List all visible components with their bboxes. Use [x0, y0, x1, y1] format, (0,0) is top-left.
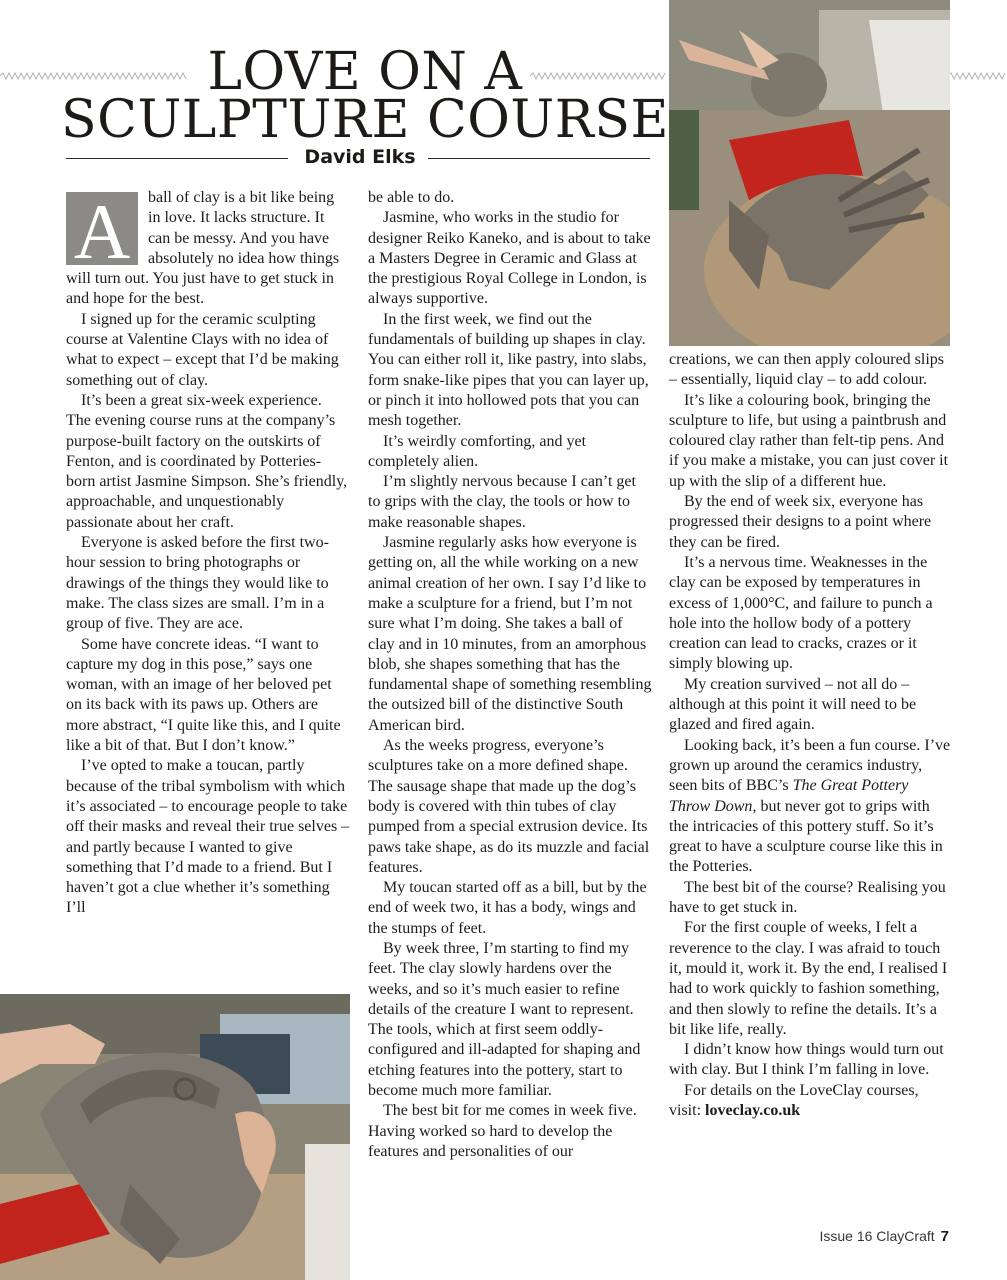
- article-column-2: [368, 188, 652, 1162]
- paragraph: ball of clay is a bit like being in love. It lacks structure. It can be messy. And you have absolutely no idea how things will turn out. You just have to get stuck in and hope for the best.: [66, 189, 340, 308]
- paragraph: be able to do.: [368, 189, 455, 206]
- paragraph: Everyone is asked before the first two-hour session to bring photographs or drawings of the things they would like to make. The class sizes are small. I’m in a group of five. They are ace.: [66, 534, 329, 633]
- article-column-1: [66, 188, 350, 919]
- paragraph: Jasmine, who works in the studio for designer Reiko Kaneko, and is about to take a Masters Degree in Ceramic and Glass at the prestigious Royal College in London, is always supportive.: [368, 209, 651, 308]
- paragraph: Jasmine regularly asks how everyone is getting on, all the while working on a new animal creation of her own. I say I’d like to make a sculpture for a friend, but I’m not sure what I’m doing. She takes a ball of clay and in 10 minutes, from an amorphous blob, she shapes something that has the fundamental shape of something resembling the outsized bill of the distinctive South American bird.: [368, 534, 652, 734]
- paragraph: The best bit of the course? Realising you have to get stuck in.: [669, 878, 946, 917]
- paragraph: By the end of week six, everyone has progressed their designs to a point where they can be fired.: [669, 493, 932, 551]
- photo-sculpting-toucan: [669, 0, 950, 346]
- author-rule-right: [428, 158, 650, 159]
- website-link[interactable]: loveclay.co.uk: [705, 1101, 801, 1119]
- paragraph-looking-back: Looking back, it’s been a fun course. I’ve grown up around the ceramics industry, seen bits of BBC’s The Great Pottery Throw Down, but never got to grips with the intricacies of this pottery stuff. So it’s great to have a sculpture course like this in the Potteries.: [669, 736, 951, 876]
- paragraph: The best bit for me comes in week five. Having worked so hard to develop the features and personalities of our: [368, 1102, 637, 1160]
- page-number: 7: [940, 1228, 949, 1245]
- article-column-3: [669, 350, 953, 1121]
- issue-label: Issue 16 ClayCraft: [819, 1228, 935, 1244]
- paragraph: I signed up for the ceramic sculpting course at Valentine Clays with no idea of what to expect – except that I’d be making something out of clay.: [66, 310, 339, 389]
- paragraph: I didn’t know how things would turn out with clay. But I think I’m falling in love.: [669, 1041, 944, 1079]
- author-byline: David Elks: [304, 146, 416, 168]
- paragraph-details: For details on the LoveClay courses, visit: loveclay.co.uk: [669, 1081, 919, 1119]
- author-rule-left: [66, 158, 288, 159]
- paragraph: It’s a nervous time. Weaknesses in the clay can be exposed by temperatures in excess of 1,000°C, and failure to punch a hole into the hollow body of a pottery creation can lead to cracks, crazes or it simply blowing up.: [669, 553, 933, 673]
- paragraph: As the weeks progress, everyone’s sculptures take on a more defined shape. The sausage shape that made up the dog’s body is covered with thin tubes of clay pumped from a special extrusion device. Its paws take shape, as do its muzzle and facial features.: [368, 737, 650, 876]
- paragraph: Some have concrete ideas. “I want to capture my dog in this pose,” says one woman, with an image of her beloved pet on its back with its paws up. Others are more abstract, “I quite like this, and I quite like a bit of that. But I don’t know.”: [66, 635, 341, 755]
- drop-cap: A: [66, 192, 138, 265]
- paragraph: My creation survived – not all do – although at this point it will need to be glazed and fired again.: [669, 675, 917, 734]
- article-title-line-1: LOVE ON A: [207, 42, 523, 102]
- paragraph: My toucan started off as a bill, but by the end of week two, it has a body, wings and the stumps of feet.: [368, 879, 647, 937]
- paragraph: I’ve opted to make a toucan, partly because of the tribal symbolism with which it’s associated – to encourage people to take off their masks and reveal their true selves – and partly because I wanted to give something that I’d made to a friend. But I haven’t got a clue whether it’s something I’ll: [66, 757, 350, 917]
- page-footer: [819, 1228, 949, 1245]
- paragraph: creations, we can then apply coloured slips – essentially, liquid clay – to add colour.: [669, 351, 945, 389]
- paragraph: In the first week, we find out the fundamentals of building up shapes in clay. You can either roll it, like pastry, into slabs, form snake-like pipes that you can layer up, or pinch it into hollowed pots that you can mesh together.: [368, 310, 649, 430]
- show-title: The Great Pottery Throw Down: [669, 777, 909, 815]
- paragraph: I’m slightly nervous because I can’t get to grips with the clay, the tools or how to make reasonable shapes.: [368, 473, 636, 531]
- zigzag-divider-right: [948, 72, 1007, 80]
- paragraph: For the first couple of weeks, I felt a reverence to the clay. I was afraid to touch it, mould it, work it. By the end, I realised I had to work quickly to fashion something, and then slowly to refine the details. It’s a bit like life, really.: [669, 919, 948, 1038]
- paragraph: It’s weirdly comforting, and yet completely alien.: [368, 432, 587, 470]
- photo-clay-toucan-in-hands: [0, 994, 350, 1280]
- paragraph: It’s like a colouring book, bringing the sculpture to life, but using a paintbrush and coloured clay rather than felt-tip pens. And if you make a mistake, you can just cover it up with the slip of a different hue.: [669, 391, 949, 490]
- paragraph: By week three, I’m starting to find my feet. The clay slowly hardens over the weeks, and so it’s much easier to refine details of the creature I want to represent. The tools, which at first seem oddly-configured and ill-adapted for shaping and etching features into the pottery, start to become much more familiar.: [368, 939, 641, 1100]
- article-title-line-2: SCULPTURE COURSE: [61, 90, 669, 150]
- paragraph: It’s been a great six-week experience. The evening course runs at the company’s purpose-built factory on the outskirts of Fenton, and is coordinated by Potteries-born artist Jasmine Simpson. She’s friendly, approachable, and unquestionably passionate about her craft.: [66, 391, 348, 531]
